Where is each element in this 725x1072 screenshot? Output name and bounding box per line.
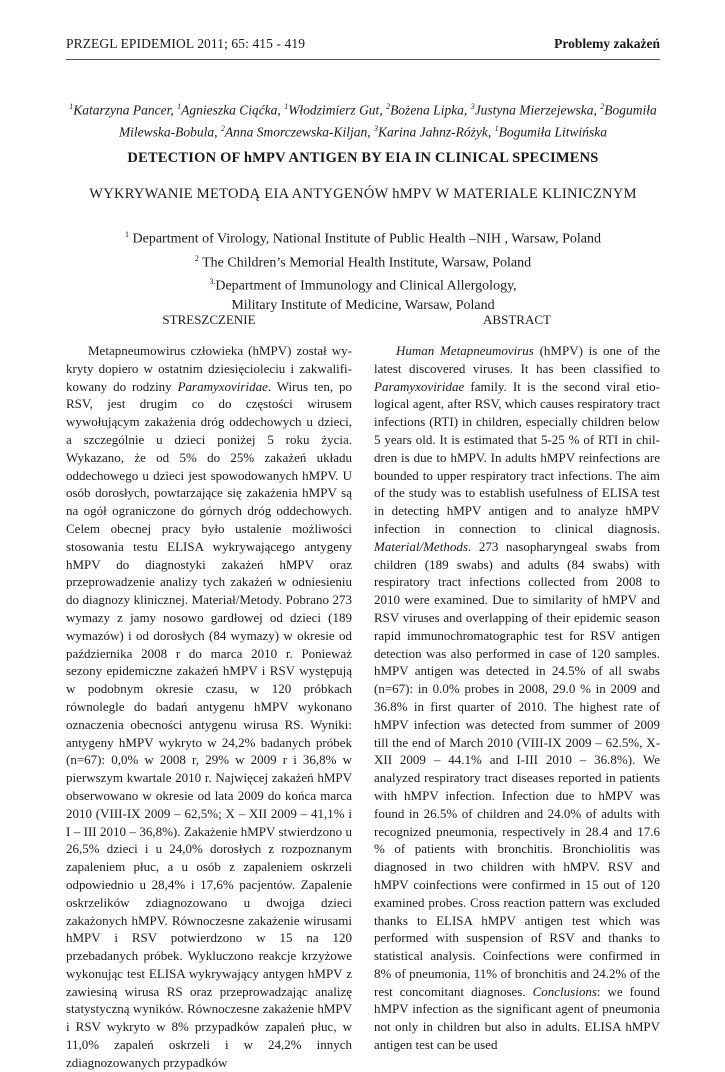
text-run: RSV, jest drugim co do częstości wirusem wywołującym xyxy=(66,396,352,430)
running-header xyxy=(66,36,660,54)
text-run: 24.5% of all swabs (n=67): in 0.0% probes in 2008, xyxy=(374,663,660,697)
text-run: próbek. Wykluczono reakcje krzyżowe wykonując test xyxy=(66,948,352,981)
text-run: latest discovered viruses. It has been classified to xyxy=(374,360,660,376)
text-run: dowanych hMPV. U osób dorosłych, powtarzające się xyxy=(66,467,352,501)
author-affiliation-mark: 1 xyxy=(177,102,182,111)
text-run: with recognized pneumonia, respectively in 28.4 and xyxy=(374,805,660,839)
author-name: Milewska-Bobula, xyxy=(118,124,221,139)
title-english: DETECTION OF hMPV ANTIGEN BY EIA IN CLINICAL SPECIMENS xyxy=(127,150,599,166)
text-run: ELISA wykrywający antygen hMPV z zawiesiną wirusa xyxy=(66,965,353,999)
author-line-2 xyxy=(66,120,660,142)
author-affiliation-mark: 1 xyxy=(494,123,499,133)
text-run: 273 nasopharyngeal swabs from children (189 swabs) xyxy=(374,538,660,572)
text-run: probes. Cross reaction pattern was excluded thanks to xyxy=(374,894,661,928)
author-name: Karina Jahnz-Różyk, xyxy=(378,124,495,139)
author-name: Włodzimierz Gut, xyxy=(288,102,387,118)
affiliation-text: The Children’s Memorial Health Institute, Warsaw, Poland xyxy=(198,255,532,271)
text-run: . Wirus ten, po xyxy=(267,378,352,394)
text-run: family. It is the second viral etio xyxy=(464,378,656,394)
text-run: : we found hMPV infection as xyxy=(374,983,661,1017)
text-run: w 24,2% badanych próbek (n=67): 0,0% w 2008 r, 29% xyxy=(66,734,352,768)
affiliation-line xyxy=(66,225,660,249)
author-affiliation-mark: 2 xyxy=(600,102,605,111)
author-name: Katarzyna Pancer, xyxy=(73,102,178,118)
text-run: hMPV i RSV potwierdzono w 15 na 120 przebadanych xyxy=(66,930,352,964)
text-run: of their epidemic season rapid immunochromatographic xyxy=(374,609,661,643)
text-run: przeprowadzenie analizy tych zakażeń w odniesieniu xyxy=(66,574,352,590)
text-run: infections (RTI) in children, especially children below xyxy=(374,414,660,430)
text-run: oskrzeli odpowiednio u 28,4% i 17,6% pacjentów. Za xyxy=(66,859,353,892)
text-run: (hMPV) is one of the xyxy=(533,343,660,358)
author-name: Agnieszka Ciąćka, xyxy=(181,102,285,118)
text-run: 2009 – 62.5%, X-XII 2009 – 44.1% and I-III 2010 – xyxy=(374,734,661,768)
text-run: badań antygenu hMPV wykonano oznaczenia obecności xyxy=(66,698,353,732)
text-run: 11% of bronchitis and 24.2% of the rest concomitant xyxy=(374,965,661,999)
text-run: kryty dopiero w ostatnim dziesięcioleciu i zakwalifi xyxy=(66,360,348,376)
italic-term: Paramyxoviridae xyxy=(177,378,268,394)
author-affiliation-mark: 1 xyxy=(69,102,74,111)
text-run: The highest rate of hMPV infection was detected from xyxy=(374,698,660,732)
affiliation-mark: 2 xyxy=(194,253,199,263)
affiliation-mark: 1 xyxy=(125,230,129,239)
text-run: 25% zakażeń układu oddechowego u dzieci jest spowo xyxy=(66,449,353,483)
affiliations xyxy=(66,225,660,315)
author-affiliation-mark: 3 xyxy=(374,123,379,133)
text-run: . xyxy=(467,538,472,554)
text-run: u dzieci poniżej 5 roku życia. Wykazano, że od 5% do xyxy=(66,431,352,465)
text-run: w 2009 r i 36,8% w pierwszym kwartale 2010 r. Naj xyxy=(66,752,353,786)
text-run: but also in adults. ELISA hMPV antigen test can be used xyxy=(374,1019,660,1053)
author-list xyxy=(66,98,660,141)
text-run: dobnym okresie czasu, w 120 próbkach równolegle do xyxy=(66,681,353,714)
abstract-paragraph: Human Metapneumovirus (hMPV) is one of the latest discovered viruses. It has been classified to Paramyxoviridae family. It is the second viral etiological agent, after RSV, which causes respiratory tract infections (RTI) in children, especially children below 5 years old. It is estimated that 5-25 % of RTI in children is due to hMPV. In adults hMPV reinfections are bounded to upper respiratory tract infections. The aim of the study was to establish usefulness of ELISA test in detecting hMPV antigen and to analyze hMPV infection in connection to clinical diagnosis. Material/Methods. 273 nasopharyngeal swabs from children (189 swabs) and adults (84 swabs) with respiratory tract infections collected from 2008 to 2010 were examined. Due to similarity of hMPV and RSV viruses and overlapping of their epidemic season rapid immunochromatographic test for RSV antigen detection was also performed in case of 120 samples. hMPV antigen was detected in 24.5% of all swabs (n=67): in 0.0% probes in 2008, 29.0 % in 2009 and 36.8% in first quarter of 2010. The highest rate of hMPV infection was detected from summer of 2009 till the end of March 2010 (VIII-IX 2009 – 62.5%, X-XII 2009 – 44.1% and I-III 2010 – 36.8%). We analyzed respiratory tract diseases reported in patients with hMPV infection. Infection due to hMPV was found in 26.5% of children and 24.0% of adults with recognized pneumonia, respectively in 28.4 and 17.6 % of patients with bronchitis. Bronchiolitis was diagnosed in two children with hMPV. RSV and hMPV coinfections were confirmed in 15 out of 120 examined probes. Cross reaction pattern was excluded thanks to ELISA hMPV antigen test which was performed with suspension of RSV and thanks to statistical analysis. Coinfections were confirmed in 8% of pneumonia, 11% of bronchitis and 24.2% of the rest concomitant diagnoses. Conclusions: we found hMPV infection as the significant agent of pneumonia not only in children but also in adults. ELISA hMPV antigen test can be used xyxy=(374,343,661,1053)
title-polish: WYKRYWANIE METODĄ EIA ANTYGENÓW hMPV W MATERIALE KLINICZNYM xyxy=(89,186,637,202)
text-run: diagnosed in two children with hMPV. RSV and hMPV xyxy=(374,859,660,892)
affiliation-text: Department of Virology, National Institute of Public Health –NIH , Warsaw, Poland xyxy=(129,231,601,247)
italic-term: Conclusions xyxy=(532,983,597,999)
italic-term: Material/Methods xyxy=(374,538,468,554)
author-name: Bogumiła Litwińska xyxy=(498,124,608,139)
journal-citation: PRZEGL EPIDEMIOL 2011; 65: 415 - 419 xyxy=(66,36,306,51)
text-run: 17.6 % of patients with bronchitis. Bronchiolitis was xyxy=(374,823,660,857)
text-run: antygeny hMPV do diagnostyki zakażeń hMPV oraz xyxy=(66,538,353,572)
author-affiliation-mark: 2 xyxy=(220,123,225,133)
author-name: Bożena Lipka, xyxy=(390,102,471,118)
streszczenie-paragraph: Metapneumowirus człowieka (hMPV) został wykryty dopiero w ostatnim dziesięcioleciu i zakwalifikowany do rodziny Paramyxoviridae. Wirus ten, po RSV, jest drugim co do częstości wirusem wywołującym zakażenia dróg oddechowych u dzieci, a szczególnie u dzieci poniżej 5 roku życia. Wykazano, że od 5% do 25% zakażeń układu oddechowego u dzieci jest spowodowanych hMPV. U osób dorosłych, powtarzające się zakażenia hMPV są na ogół ograniczone do górnych dróg oddechowych. Celem obecnej pracy było ustalenie możliwości stosowania testu ELISA wykrywającego antygeny hMPV do diagnostyki zakażeń hMPV oraz przeprowadzenie analizy tych zakażeń w odniesieniu do diagnozy klinicznej. Materiał/Metody. Pobrano 273 wymazy z jamy nosowo gardłowej od dzieci (189 wymazów) i od dorosłych (84 wymazy) w okresie od października 2008 r do marca 2010 r. Ponieważ sezony epidemiczne zakażeń hMPV i RSV występują w podobnym okresie czasu, w 120 próbkach równolegle do badań antygenu hMPV wykonano oznaczenia obecności antygenu wirusa RS. Wyniki: antygeny hMPV wykryto w 24,2% badanych próbek (n=67): 0,0% w 2008 r, 29% w 2009 r i 36,8% w pierwszym kwartale 2010 r. Najwięcej zakażeń hMPV obserwowano w okresie od lata 2009 do końca marca 2010 (VIII-IX 2009 – 62,5%; X – XII 2009 – 41,1% i I – III 2010 – 36,8%). Zakażenie hMPV stwierdzono u 26,5% dzieci i u 24,0% dorosłych z rozpoznanym zapaleniem płuc, a u osób z zapaleniem oskrzeli odpowiednio u 28,4% i 17,6% pacjentów. Zapalenie oskrzelików zdiagnozowano u dwojga dzieci zakażonych hMPV. Równoczesne zakażenie wirusami hMPV i RSV potwierdzono w 15 na 120 przebadanych próbek. Wykluczono reakcje krzyżowe wykonując test ELISA wykrywający antygen hMPV z zawiesiną wirusa RS oraz przeprowadzając analizę statystyczną wyników. Równoczesne zakażenie hMPV i RSV wykryto w 8% przypadków zapaleń płuc, w 11,0% zapaleń oskrzeli i w 24,2% innych zdiagnozowanych przypadków xyxy=(66,343,353,1070)
text-run: dren is due to hMPV. In adults hMPV reinfections are xyxy=(374,449,660,465)
author-line-1 xyxy=(66,98,660,120)
text-run: października 2008 r do marca 2010 r. Ponieważ sezony xyxy=(66,645,352,679)
text-run: 5 years old. It is estimated that 5-25 % of RTI in chil xyxy=(374,431,656,447)
streszczenie-heading: STRESZCZENIE xyxy=(162,312,256,327)
text-run: of the study was to establish usefulness of ELISA test in xyxy=(374,485,660,519)
text-run: 29.0 % in 2009 and 36.8% in first quarter of 2010. xyxy=(374,681,661,714)
section-name: Problemy zakażeń xyxy=(554,36,660,51)
text-run: Równoczesne zakażenie hMPV i RSV wykryto w 8% xyxy=(66,1001,352,1035)
text-run: RS oraz przeprowadzając analizę statystyczną wyników. xyxy=(66,983,352,1017)
text-run: kowany do rodziny xyxy=(66,378,178,394)
italic-term: Human Metapneumovirus xyxy=(396,343,534,358)
text-run: 273 wymazy z jamy nosowo gardłowej od dzieci (189 xyxy=(66,592,353,625)
text-run: wymazów) i od dorosłych (84 wymazy) w okresie od xyxy=(66,627,352,643)
author-affiliation-mark: 2 xyxy=(386,102,391,111)
text-run: możliwości stosowania testu ELISA wykrywającego xyxy=(66,520,352,554)
affiliation-line xyxy=(66,249,660,273)
text-run: antygenu wirusa RS. Wyniki: antygeny hMPV wykryto xyxy=(66,716,352,750)
text-run: więcej zakażeń hMPV obserwowano w okresie od lata xyxy=(66,770,352,803)
affiliation-text: Department of Immunology and Clinical Allergology, xyxy=(215,278,517,294)
author-affiliation-mark: 1 xyxy=(284,102,289,111)
affiliation-line xyxy=(66,272,660,296)
text-run: was found in 26.5% of children and 24.0% of adults xyxy=(374,787,660,821)
author-name: Justyna Mierzejewska, xyxy=(474,102,601,118)
streszczenie-body xyxy=(66,342,352,1072)
text-run: suspension of RSV and thanks to statistical analysis. xyxy=(374,930,661,964)
text-run: zakażonych hMPV. Równoczesne zakażenie wirusami xyxy=(66,912,352,928)
author-name: Bogumiła xyxy=(604,102,657,118)
text-run: the significant agent of pneumonia not only in children xyxy=(374,1001,660,1035)
text-run: test for RSV antigen detection was also performed in xyxy=(374,627,661,661)
italic-term: Paramyxoviridae xyxy=(374,378,465,394)
text-run: palenie oskrzelików zdiagnozowano u dwojga dzieci xyxy=(66,876,352,910)
text-run: Metapneumowirus człowieka (hMPV) został wy xyxy=(88,343,348,358)
text-run: ELISA hMPV antigen test which was performed with xyxy=(374,912,661,946)
text-run: diagnoses. xyxy=(471,983,533,999)
abstract-heading: ABSTRACT xyxy=(483,312,551,327)
text-run: and adults (84 swabs) with respiratory tract infections xyxy=(374,556,660,590)
text-run: zakażenia hMPV są na ogół ograniczone do górnych xyxy=(66,485,352,519)
text-run: bounded to upper respiratory tract infections. The aim xyxy=(374,467,660,483)
text-run: similarity of hMPV and RSV viruses and overlapping xyxy=(374,592,661,625)
text-run: do diagnozy klinicznej. Materiał/Metody. Pobrano xyxy=(66,592,329,608)
abstract-body xyxy=(374,342,660,1054)
text-run: dróg oddechowych. Celem obecnej pracy było ustalenie xyxy=(66,503,353,536)
text-run: coinfections were confirmed in 15 out of 120 examined xyxy=(374,876,661,910)
text-run: summer of 2009 till the end of March 2010 (VIII-IX xyxy=(374,716,660,750)
affiliation-text: Military Institute of Medicine, Warsaw, Poland xyxy=(231,297,495,313)
text-run: Coinfections were confirmed in 8% of pneumonia, xyxy=(374,948,661,981)
text-run: i w 24,2% innych zdiagnozowanych przypadków xyxy=(66,1037,352,1070)
text-run: hMPV stwierdzono u 26,5% dzieci i u 24,0% dorosłych xyxy=(66,823,352,857)
header-divider xyxy=(66,59,660,60)
text-run: collected from 2008 to 2010 were examined. Due to xyxy=(374,574,660,608)
text-run: – XII 2009 – 41,1% i I – III 2010 – 36,8%). Zakażenie xyxy=(66,805,352,839)
affiliation-mark: 3. xyxy=(209,277,216,287)
author-affiliation-mark: 3 xyxy=(470,102,475,111)
text-run: in connection to clinical diagnosis. xyxy=(434,520,660,536)
text-run: 2009 do końca marca 2010 (VIII-IX 2009 – 62,5%; X xyxy=(66,787,352,821)
text-run: z rozpoznanym zapaleniem płuc, a u osób z zapaleniem xyxy=(66,841,353,875)
text-run: case of 120 samples. hMPV antigen was detected in xyxy=(374,645,660,679)
text-run: zakażenia dróg oddechowych u dzieci, a szczególnie xyxy=(66,414,352,447)
text-run: in patients with hMPV infection. Infection due to hMPV xyxy=(374,770,661,803)
text-run: 36.8%). We analyzed respiratory tract diseases reported xyxy=(374,752,660,786)
author-name: Anna Smorczewska-Kiljan, xyxy=(224,124,375,139)
text-run: detecting hMPV antigen and to analyze hMPV infection xyxy=(374,503,660,536)
text-run: przypadków zapaleń płuc, w 11,0% zapaleń oskrzeli xyxy=(66,1019,353,1053)
text-run: logical agent, after RSV, which causes respiratory tract xyxy=(374,396,660,412)
text-run: epidemiczne zakażeń hMPV i RSV występują w po xyxy=(66,663,352,697)
